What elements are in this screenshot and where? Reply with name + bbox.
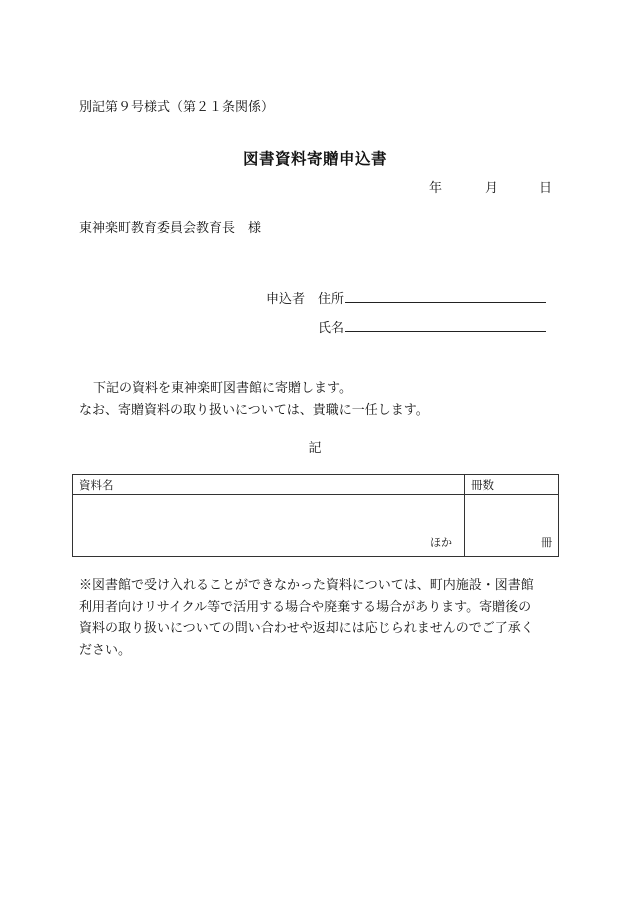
table-row bbox=[73, 495, 559, 557]
note-line: 資料の取り扱いについての問い合わせや返却には応じられませんのでご了承く bbox=[79, 621, 534, 636]
body-text-line-2: なお、寄贈資料の取り扱いについては、貴職に一任します。 bbox=[79, 403, 429, 418]
column-header-quantity: 冊数 bbox=[465, 475, 559, 495]
materials-table bbox=[72, 474, 559, 557]
quantity-suffix: 冊 bbox=[541, 536, 552, 549]
addressee: 東神楽町教育委員会教育長 様 bbox=[79, 221, 262, 236]
name-field[interactable] bbox=[345, 331, 546, 332]
note-line: 利用者向けリサイクル等で活用する場合や廃棄する場合があります。寄贈後の bbox=[79, 599, 532, 615]
record-mark: 記 bbox=[308, 441, 322, 456]
date-day-label: 日 bbox=[539, 181, 553, 196]
material-name-cell[interactable] bbox=[73, 495, 465, 557]
note-line: ※図書館で受け入れることができなかった資料については、町内施設・図書館 bbox=[79, 578, 534, 593]
address-field[interactable] bbox=[345, 302, 546, 303]
note-line: ださい。 bbox=[79, 642, 132, 658]
disclaimer-note bbox=[79, 575, 559, 661]
table-header-row bbox=[73, 475, 559, 495]
column-header-material-name: 資料名 bbox=[73, 475, 465, 495]
quantity-cell[interactable] bbox=[465, 495, 559, 557]
date-year-label: 年 bbox=[429, 181, 443, 196]
page-title: 図書資料寄贈申込書 bbox=[242, 149, 387, 168]
date-month-label: 月 bbox=[485, 181, 499, 196]
address-label: 住所 bbox=[318, 292, 345, 307]
name-suffix: ほか bbox=[430, 536, 452, 549]
name-label: 氏名 bbox=[318, 321, 345, 336]
form-number: 別記第９号様式（第２１条関係） bbox=[79, 100, 275, 115]
body-text-line-1: 下記の資料を東神楽町図書館に寄贈します。 bbox=[93, 381, 352, 396]
applicant-label: 申込者 bbox=[266, 292, 306, 307]
